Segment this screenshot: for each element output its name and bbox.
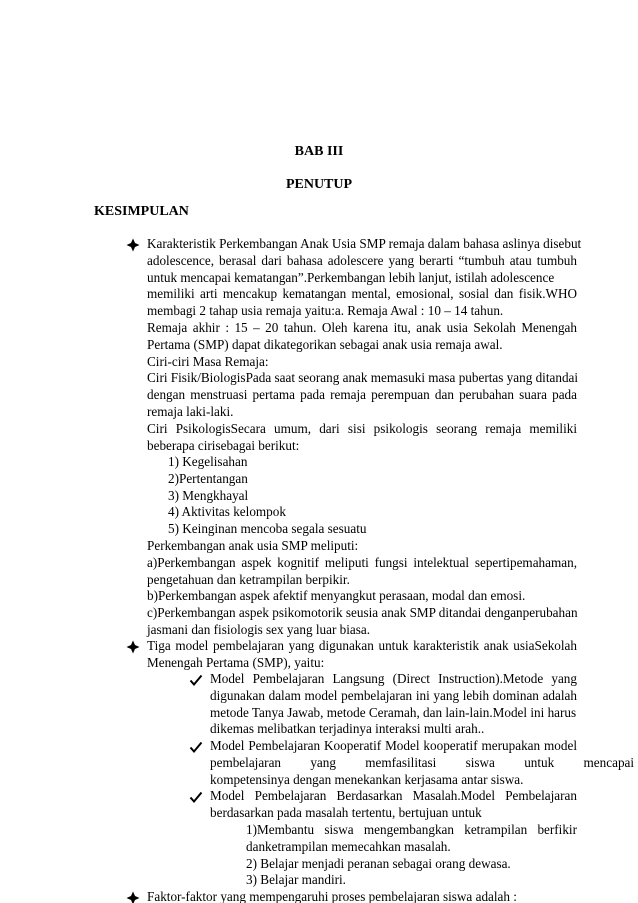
text-line: dengan menstruasi pertama pada remaja perempuan dan perubahan suara pada xyxy=(147,387,577,403)
text-line: Ciri PsikologisSecara umum, dari sisi psikologis seorang remaja memiliki xyxy=(147,420,577,436)
bullet-karakteristik xyxy=(147,236,582,454)
text-line: metode Tanya Jawab, metode Ceramah, dan lain-lain.Model ini harus xyxy=(210,704,577,720)
text-line: beberapa cirisebagai berikut: xyxy=(147,437,300,453)
text-line: membagi 2 tahap usia remaja yaitu:a. Remaja Awal : 10 – 14 tahun. xyxy=(147,303,504,319)
model-langsung xyxy=(210,671,577,738)
text-line: Ciri Fisik/BiologisPada saat seorang anak memasuki masa pubertas yang ditandai xyxy=(147,370,579,386)
text-line: Model Pembelajaran Langsung (Direct Instruction).Metode yang xyxy=(210,671,577,686)
text-line: a)Perkembangan aspek kognitif meliputi fungsi intelektual sepertipemahaman, xyxy=(147,554,577,570)
text-line: adolescence, berasal dari bahasa adolescere yang berarti “tumbuh atau tumbuh xyxy=(147,252,577,268)
text-line: Tiga model pembelajaran yang digunakan untuk karakteristik anak usiaSekolah xyxy=(147,638,577,653)
diamond-bullet-icon xyxy=(126,238,140,252)
diamond-bullet-icon xyxy=(126,891,140,903)
list-item: 4) Aktivitas kelompok xyxy=(168,504,286,520)
checkmark-icon xyxy=(189,790,203,804)
text-line: Model Pembelajaran Berdasarkan Masalah.Model Pembelajaran xyxy=(210,788,577,803)
text-line: Perkembangan anak usia SMP meliputi: xyxy=(147,538,359,553)
text-line: pengetahuan dan ketrampilan berpikir. xyxy=(147,571,350,587)
text-line: pembelajaran yang memfasilitasi siswa untuk mencapai xyxy=(210,754,635,770)
model-kooperatif xyxy=(210,738,635,788)
checkmark-icon xyxy=(189,673,203,687)
text-line: berdasarkan pada masalah tertentu, bertujuan untuk xyxy=(210,804,482,820)
text-line: memiliki arti mencakup kematangan mental, emosional, sosial dan fisik.WHO xyxy=(147,286,577,302)
text-line: untuk mencapai kematangan”.Perkembangan lebih lanjut, istilah adolescence xyxy=(147,269,555,285)
checkmark-icon xyxy=(189,740,203,754)
text-line: digunakan dalam model pembelajaran ini yang lebih dominan adalah xyxy=(210,687,577,703)
section-title: KESIMPULAN xyxy=(94,204,189,219)
text-line: Remaja akhir : 15 – 20 tahun. Oleh karena itu, anak usia Sekolah Menengah xyxy=(147,319,577,335)
traits-list xyxy=(168,454,468,538)
bullet-model-pembelajaran xyxy=(147,638,577,672)
list-item: 1)Membantu siswa mengembangkan ketrampilan berfikir xyxy=(246,822,577,837)
text-line: Pertama (SMP) dapat dikategorikan sebagai anak usia remaja awal. xyxy=(147,336,503,352)
model-berdasarkan-masalah xyxy=(210,788,577,822)
text-line: kompetensinya dengan menekankan kerjasama antar siswa. xyxy=(210,771,524,787)
chapter-heading: BAB III xyxy=(294,144,344,159)
text-line: Faktor-faktor yang mempengaruhi proses pembelajaran siswa adalah : xyxy=(147,889,517,903)
list-item: 5) Keinginan mencoba segala sesuatu xyxy=(168,521,367,537)
text-line: Ciri-ciri Masa Remaja: xyxy=(147,353,269,369)
list-item: danketrampilan memecahkan masalah. xyxy=(246,838,451,854)
text-line: remaja laki-laki. xyxy=(147,403,234,419)
text-line: dikemas melibatkan terjadinya interaksi multi arah.. xyxy=(210,721,485,737)
goals-list xyxy=(246,822,577,889)
bullet-faktor xyxy=(147,889,577,903)
list-item: 3) Mengkhayal xyxy=(168,487,249,503)
text-line: Menengah Pertama (SMP), yaitu: xyxy=(147,654,325,670)
list-item: 1) Kegelisahan xyxy=(168,454,248,469)
diamond-bullet-icon xyxy=(126,640,140,654)
text-line: Karakteristik Perkembangan Anak Usia SMP remaja dalam bahasa aslinya disebut xyxy=(147,236,582,251)
text-line: c)Perkembangan aspek psikomotorik seusia anak SMP ditandai denganperubahan xyxy=(147,605,578,621)
list-item: 2)Pertentangan xyxy=(168,470,248,486)
text-line: jasmani dan fisiologis sex yang luar biasa. xyxy=(147,621,371,637)
list-item: 3) Belajar mandiri. xyxy=(246,872,346,888)
list-item: 2) Belajar menjadi peranan sebagai orang dewasa. xyxy=(246,855,511,871)
development-aspects xyxy=(147,538,577,639)
text-line: Model Pembelajaran Kooperatif Model kooperatif merupakan model xyxy=(210,738,577,753)
text-line: b)Perkembangan aspek afektif menyangkut perasaan, modal dan emosi. xyxy=(147,588,526,604)
chapter-title: PENUTUP xyxy=(285,177,353,192)
